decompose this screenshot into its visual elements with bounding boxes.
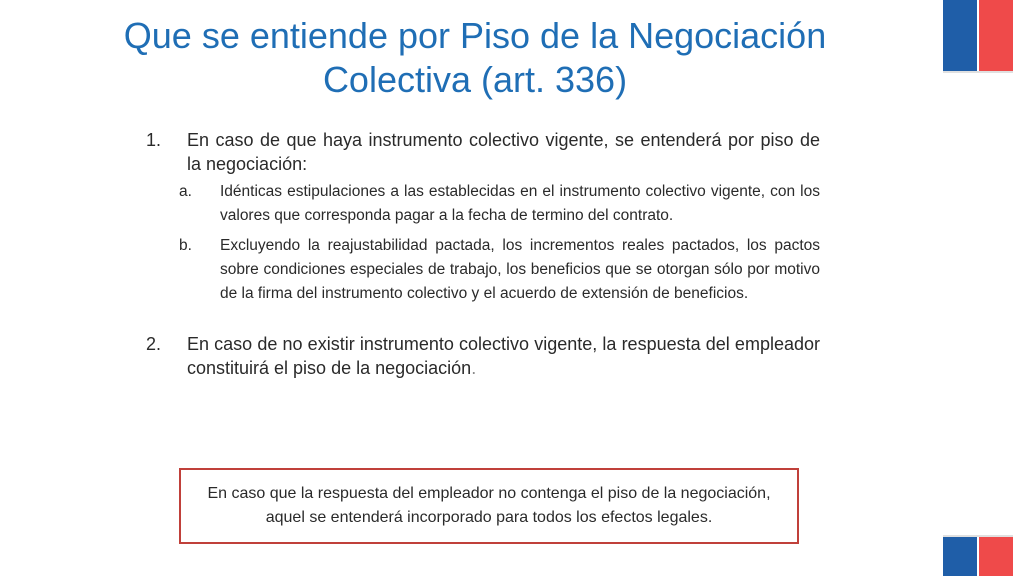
sublist-item-a <box>179 180 820 228</box>
slide-title <box>100 14 850 102</box>
list-item-2-text-wrapper <box>187 332 820 380</box>
sublist-item-b-marker: b. <box>179 237 192 254</box>
list-item-2-period: . <box>471 358 477 378</box>
title-line-2: Colectiva (art. 336) <box>322 59 628 100</box>
flag-red-stripe-bottom <box>979 537 1013 576</box>
flag-decoration-top <box>943 0 1013 71</box>
note-text: En caso que la respuesta del empleador no contenga el piso de la negociación, aquel se entenderá incorporado para todos los efectos legales. <box>207 485 771 526</box>
spacer <box>146 306 820 332</box>
slide-body <box>146 128 820 380</box>
list-item-2 <box>146 332 820 380</box>
sublist-item-b-text: Excluyendo la reajustabilidad pactada, los incrementos reales pactados, los pactos sobre condiciones especiales de trabajo, los beneficios que se otorgan sólo por motivo de la firma del instrumento colectivo y el acuerdo de extensión de beneficios. <box>220 237 820 302</box>
sublist-item-b <box>179 234 820 306</box>
sublist <box>179 180 820 306</box>
list-item-1-text: En caso de que haya instrumento colectivo vigente, se entenderá por piso de la negociación: <box>187 130 820 174</box>
note-box <box>179 468 799 544</box>
list-item-1-number: 1. <box>146 130 162 150</box>
title-line-1: Que se entiende por Piso de la Negociación <box>123 15 827 56</box>
sublist-item-a-text: Idénticas estipulaciones a las establecidas en el instrumento colectivo vigente, con los valores que corresponda pagar a la fecha de termino del contrato. <box>220 183 820 224</box>
flag-underline <box>943 71 1013 73</box>
list-item-2-text: En caso de no existir instrumento colectivo vigente, la respuesta del empleador constituirá el piso de la negociación <box>187 334 820 378</box>
sublist-item-a-marker: a. <box>179 183 192 200</box>
flag-decoration-bottom <box>943 537 1013 576</box>
list-item-2-number: 2. <box>146 334 162 354</box>
flag-red-stripe <box>979 0 1013 71</box>
flag-blue-stripe <box>943 0 977 71</box>
list-item-1 <box>146 128 820 176</box>
flag-blue-stripe-bottom <box>943 537 977 576</box>
